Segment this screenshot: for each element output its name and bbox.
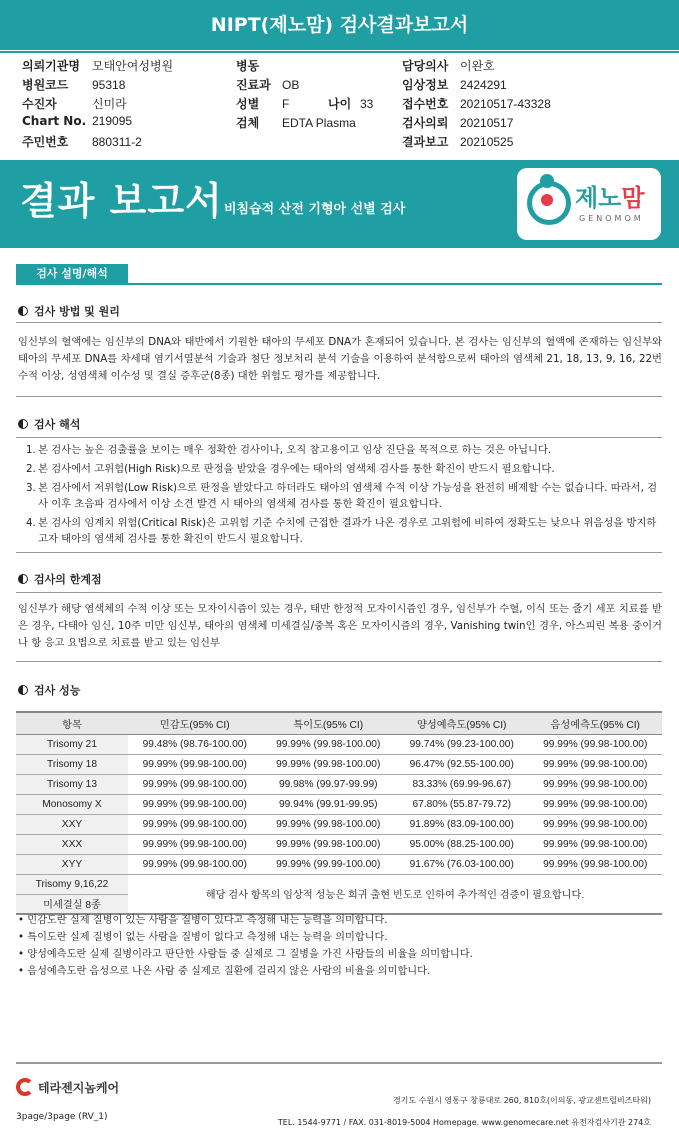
logo-brand-text: 제노맘	[575, 184, 645, 212]
limits-text: 임신부가 해당 염색체의 수적 이상 또는 모자이시즘이 있는 경우, 태반 한정적 모자이시즘인 경우, 임신부가 수혈, 이식 또는 줄기 세포 치료를 받은 경우, 다태아 임신, 10주 미만 임신부, 태아의 염색체 미세결실/중복 혹은 모자이시즘의 경우, Vanishing twin인 경우, 아스피린 복용 중이거나 항 응고 요법으로 치료를 받고 있는 임신부	[18, 603, 662, 649]
field-clinical-info: 임상정보 2424291	[402, 78, 507, 92]
field-chart-no: Chart No. 219095	[22, 114, 133, 128]
field-specimen: 검체 EDTA Plasma	[236, 116, 356, 130]
field-resident-no: 주민번호 880311-2	[22, 135, 142, 149]
divider	[16, 592, 662, 593]
field-requesting-institution: 의뢰기관명 모태안여성병원	[22, 59, 174, 73]
field-hospital-code: 병원코드 95318	[22, 78, 126, 92]
genomom-logo	[517, 168, 661, 240]
footer-address: 경기도 수원시 영통구 창룡대로 260, 810호(이의동, 광교센트럴비즈타워) TEL. 1544-9771 / FAX. 031-8019-5004 Homepage. www.genomecare.net 유전자검사기관 274호	[277, 1096, 651, 1127]
note-item: • 특이도란 실제 질병이 없는 사람을 질병이 없다고 측정해 내는 능력을 의미합니다.	[18, 929, 662, 946]
table-row	[16, 874, 662, 894]
divider	[16, 437, 662, 438]
half-circle-icon	[18, 685, 28, 695]
table-row: Monosomy X 99.99% (99.98-100.00) 99.94% (99.91-99.95) 67.80% (55.87-79.72) 99.99% (99.98-100.00)	[16, 794, 662, 814]
genomom-logo-icon	[527, 181, 571, 225]
list-item: 1. 본 검사는 높은 검출률을 보이는 매우 정확한 검사이나, 오직 참고용이고 임상 진단을 목적으로 하는 것은 아닙니다.	[26, 444, 552, 456]
extra-note: 해당 검사 항목의 임상적 성능은 희귀 출현 빈도로 인하여 추가적인 검증이 필요합니다.	[128, 874, 662, 914]
table-header-row	[16, 712, 662, 734]
list-item: 2. 본 검사에서 고위험(High Risk)으로 판정을 받았을 경우에는 태아의 염색체 검사를 통한 확진이 반드시 필요합니다.	[26, 463, 555, 475]
col-header: 특이도(95% CI)	[262, 712, 396, 734]
patient-info	[22, 57, 662, 153]
table-row: Trisomy 18 99.99% (99.98-100.00) 99.99% (99.98-100.00) 96.47% (92.55-100.00) 99.99% (99.98-100.00)	[16, 754, 662, 774]
logo-english-text: GENOMOM	[579, 214, 644, 223]
field-request-date: 검사의뢰 20210517	[402, 116, 514, 130]
field-patient-name: 수진자 신미라	[22, 97, 127, 111]
note-item: • 음성예측도란 음성으로 나온 사람 중 실제로 질환에 걸리지 않은 사람의 비율을 의미합니다.	[18, 963, 662, 980]
method-text: 임신부의 혈액에는 임신부의 DNA와 태반에서 기원한 태아의 무세포 DNA가 혼재되어 있습니다. 본 검사는 임신부의 혈액에 존재하는 임신부와 태아의 무세포 DNA를 차세대 염기서열분석 기술과 첨단 정보처리 분석 기술을 이용하여 분석함으로써 태아의 염색체 21, 18, 13, 9, 16, 22번 수적 이상, 성염색체 이수성 및 결실 증후군(8종) 대한 위험도 평가를 제공합니다.	[18, 336, 662, 382]
divider	[16, 552, 662, 553]
half-circle-icon	[18, 306, 28, 316]
table-row: XXX 99.99% (99.98-100.00) 99.99% (99.98-100.00) 95.00% (88.25-100.00) 99.99% (99.98-100.00)	[16, 834, 662, 854]
performance-heading: 검사 성능	[18, 682, 80, 698]
banner-title: 결과 보고서	[20, 179, 223, 223]
extra-item-microdeletion: 미세결실 8종	[16, 894, 128, 914]
col-header: 음성예측도(95% CI)	[529, 712, 663, 734]
banner-subtitle: 비침습적 산전 기형아 선별 검사	[224, 202, 406, 217]
method-heading: 검사 방법 및 원리	[18, 303, 120, 319]
report-title: NIPT(제노맘) 검사결과보고서	[0, 0, 679, 50]
footer-divider	[16, 1062, 662, 1064]
page-number: 3page/3page (RV_1)	[16, 1112, 108, 1122]
col-header: 항목	[16, 712, 128, 734]
col-header: 양성예측도(95% CI)	[395, 712, 529, 734]
report-banner	[0, 160, 679, 248]
divider	[16, 322, 662, 323]
half-circle-icon	[18, 574, 28, 584]
field-department: 진료과 OB	[236, 78, 300, 92]
list-item: 3. 본 검사에서 저위험(Low Risk)으로 판정을 받았다고 하더라도 태아의 염색체 수적 이상 가능성을 완전히 배제할 수는 없습니다. 따라서, 검사 이후 초음파 검사에서 이상 소견 발견 시 태아의 염색체 검사를 통한 확진이 필요합니다.	[26, 482, 658, 510]
field-doctor: 담당의사 이완호	[402, 59, 495, 73]
interpretation-list	[26, 442, 662, 550]
table-row: XXY 99.99% (99.98-100.00) 99.99% (99.98-100.00) 91.89% (83.09-100.00) 99.99% (99.98-100.00)	[16, 814, 662, 834]
section-divider	[16, 283, 662, 285]
table-row: XYY 99.99% (99.98-100.00) 99.99% (99.99-100.00) 91.67% (76.03-100.00) 99.99% (99.98-100.00)	[16, 854, 662, 874]
table-row: Trisomy 13 99.99% (99.98-100.00) 99.98% (99.97-99.99) 83.33% (69.99-96.67) 99.99% (99.98-100.00)	[16, 774, 662, 794]
limits-heading: 검사의 한계점	[18, 571, 102, 587]
section-tab: 검사 설명/해석	[16, 264, 128, 284]
company-logo: 테라젠지놈케어	[16, 1078, 119, 1096]
field-sex: 성별 F	[236, 97, 290, 111]
divider	[16, 396, 662, 397]
list-item: 4. 본 검사의 임계치 위험(Critical Risk)은 고위험 기준 수치에 근접한 결과가 나온 경우로 고위험에 비하여 정확도는 낮으나 위음성을 방지하고자 태아의 염색체 검사를 통한 확진이 반드시 필요합니다.	[26, 517, 657, 545]
field-ward: 병동	[236, 59, 260, 73]
field-accession-no: 접수번호 20210517-43328	[402, 97, 551, 111]
divider	[16, 661, 662, 662]
table-row: Trisomy 21 99.48% (98.76-100.00) 99.99% (99.98-100.00) 99.74% (99.23-100.00) 99.99% (99.98-100.00)	[16, 734, 662, 754]
definition-notes	[18, 912, 662, 980]
terragen-logo-icon	[16, 1078, 34, 1096]
field-report-date: 결과보고 20210525	[402, 135, 514, 149]
half-circle-icon	[18, 419, 28, 429]
col-header: 민감도(95% CI)	[128, 712, 262, 734]
note-item: • 민감도란 실제 질병이 있는 사람을 질병이 있다고 측정해 내는 능력을 의미합니다.	[18, 912, 662, 929]
interpretation-heading: 검사 해석	[18, 416, 80, 432]
field-age: 나이 33	[328, 97, 374, 111]
extra-item-trisomy: Trisomy 9,16,22	[16, 874, 128, 894]
note-item: • 양성예측도란 실제 질병이라고 판단한 사람들 중 실제로 그 질병을 가진 사람들의 비율을 의미합니다.	[18, 946, 662, 963]
performance-table	[16, 711, 662, 915]
